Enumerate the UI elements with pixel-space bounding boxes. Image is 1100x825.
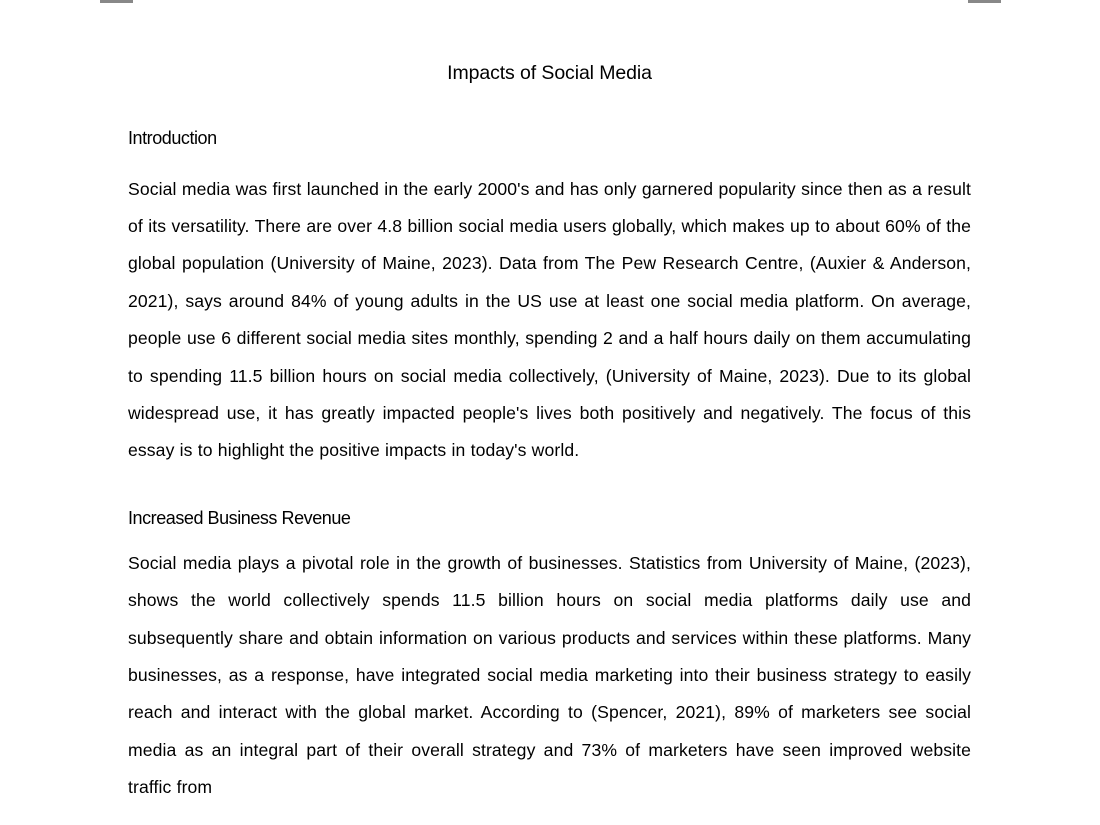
paragraph-increased-business-revenue: Social media plays a pivotal role in the growth of businesses. Statistics from University of Maine, (2023), shows the world collectively spends 11.5 billion hours on social media platforms daily use and subsequently share and obtain information on various products and services within these platforms. Many businesses, as a response, have integrated social media marketing into their business strategy to easily reach and interact with the global market. According to (Spencer, 2021), 89% of marketers see social media as an integral part of their overall strategy and 73% of marketers have seen improved website traffic from bbox=[128, 552, 971, 798]
section-heading-increased-business-revenue: Increased Business Revenue bbox=[128, 507, 351, 528]
section-heading-introduction: Introduction bbox=[128, 127, 217, 148]
paragraph-introduction: Social media was first launched in the early 2000's and has only garnered popularity since then as a result of its versatility. There are over 4.8 billion social media users globally, which makes up to about 60% of the global population (University of Maine, 2023). Data from The Pew Research Centre, (Auxier & Anderson, 2021), says around 84% of young adults in the US use at least one social media platform. On average, people use 6 different social media sites monthly, spending 2 and a half hours daily on them accumulating to spending 11.5 billion hours on social media collectively, (University of Maine, 2023). Due to its global widespread use, it has greatly impacted people's lives both positively and negatively. The focus of this essay is to highlight the positive impacts in today's world. bbox=[128, 178, 971, 461]
document-body bbox=[128, 0, 971, 807]
right-margin-indicator[interactable] bbox=[968, 0, 1001, 3]
document-title: Impacts of Social Media bbox=[447, 62, 652, 84]
